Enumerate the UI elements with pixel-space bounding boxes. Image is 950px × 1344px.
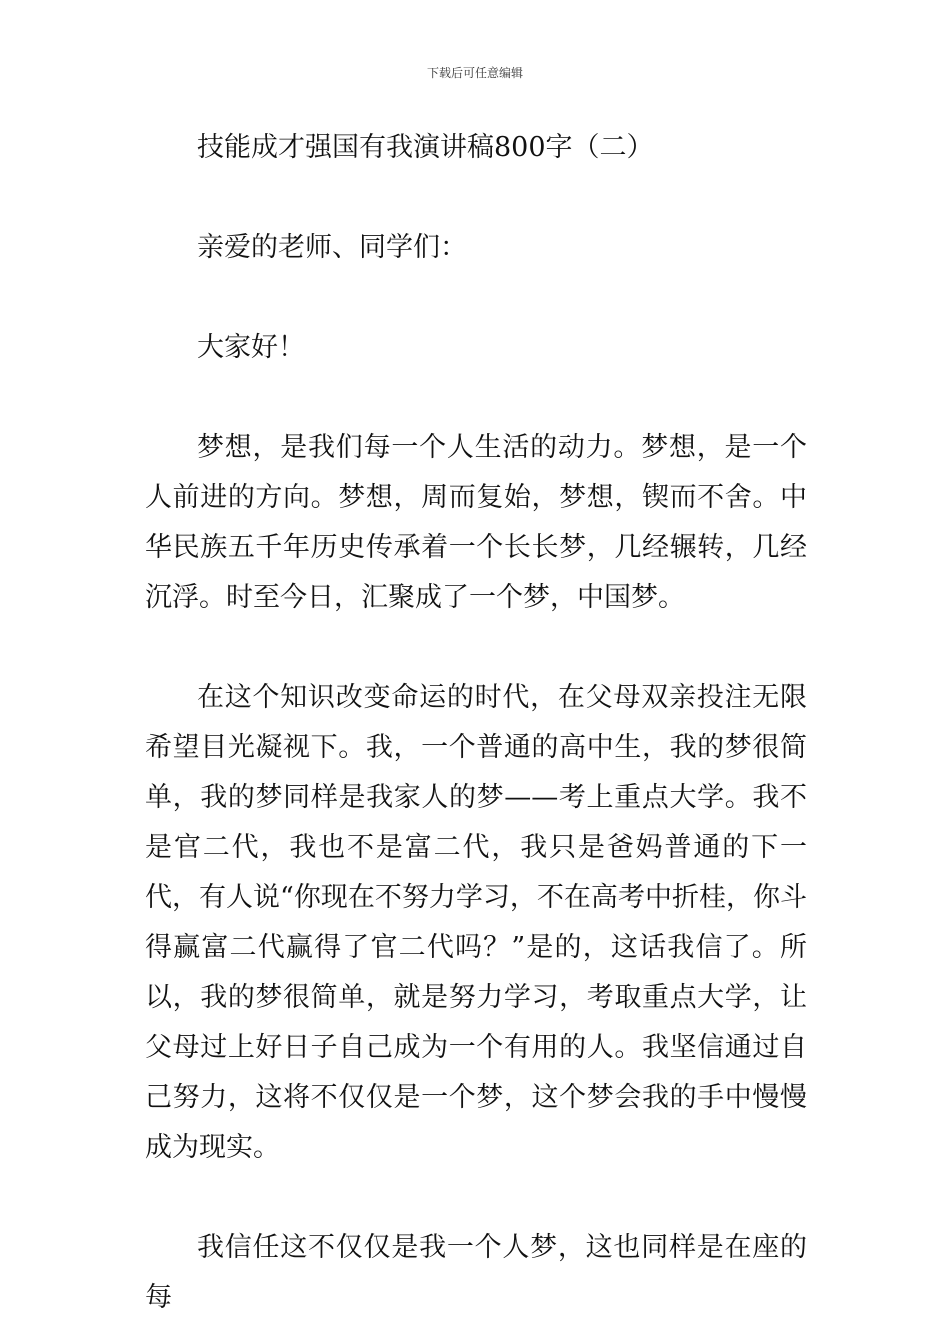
salutation: 大家好！ xyxy=(197,332,305,363)
paragraph-trust: 我信任这不仅仅是我一个人梦，这也同样是在座的每 xyxy=(145,1232,807,1313)
paragraph-knowledge: 在这个知识改变命运的时代，在父母双亲投注无限希望目光凝视下。我，一个普通的高中生，我的梦很简单，我的梦同样是我家人的梦——考上重点大学。我不是官二代，我也不是富二代，我只是爸妈普通的下一代，有人说“你现在不努力学习，不在高考中折桂，你斗得赢富二代赢得了官二代吗？”是的，这话我信了。所以，我的梦很简单，就是努力学习，考取重点大学，让父母过上好日子自己成为一个有用的人。我坚信通过自己努力，这将不仅仅是一个梦，这个梦会我的手中慢慢成为现实。 xyxy=(145,682,807,1163)
document-body xyxy=(145,123,807,1323)
document-title: 技能成才强国有我演讲稿800字（二） xyxy=(197,132,654,163)
greeting: 亲爱的老师、同学们： xyxy=(197,232,467,263)
header-note: 下载后可任意编辑 xyxy=(426,66,523,80)
paragraph-dream: 梦想，是我们每一个人生活的动力。梦想，是一个人前进的方向。梦想，周而复始，梦想，锲而不舍。中华民族五千年历史传承着一个长长梦，几经辗转，几经沉浮。时至今日，汇聚成了一个梦，中国梦。 xyxy=(145,432,807,613)
